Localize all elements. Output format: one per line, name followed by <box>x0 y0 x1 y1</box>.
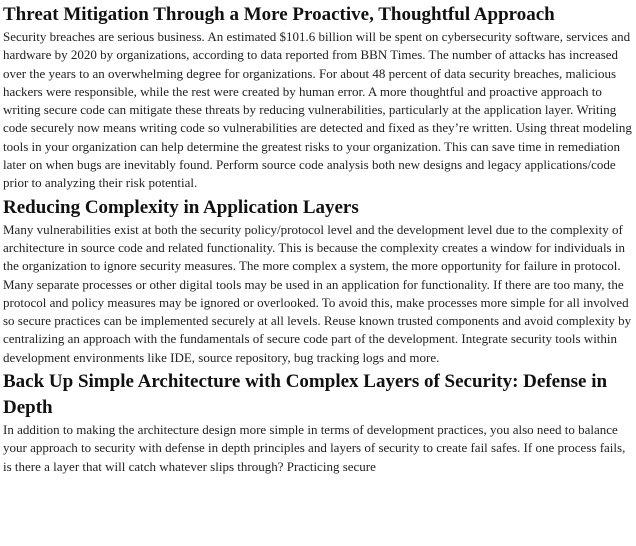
section-defense-in-depth <box>3 369 633 476</box>
article <box>3 0 633 478</box>
section-heading: Threat Mitigation Through a More Proactive, Thoughtful Approach <box>3 4 555 25</box>
section-heading: Reducing Complexity in Application Layers <box>3 196 359 218</box>
section-paragraph: Security breaches are serious business. An estimated $101.6 billion will be spent on cybersecurity software, services and hardware by 2020 by organizations, according to data reported from BBN Times. The number of attacks has increased over the years to an overwhelming degree for organizations. For about 48 percent of data security breaches, malicious hackers were responsible, while the rest were created by human error. A more thoughtful and proactive approach to writing secure code can mitigate these threats by reducing vulnerabilities, particularly at the application layer. Writing code securely now means writing code so vulnerabilities are detected and fixed as they’re written. Using threat modeling tools in your organization can help determine the greatest risks to your organization. This can save time in remediation later on when bugs are inevitably found. Perform source code analysis both new designs and legacy applications/code prior to analyzing their risk potential. <box>3 29 632 191</box>
section-heading: Back Up Simple Architecture with Complex Layers of Security: Defense in Depth <box>3 371 608 419</box>
section-paragraph: Many vulnerabilities exist at both the security policy/protocol level and the development level due to the complexity of architecture in source code and related functionality. This is because the complexity creates a window for individuals in the organization to ignore security measures. The more complex a system, the more opportunity for failure in protocol. Many separate processes or other digital tools may be used in an application for functionality. If there are too many, the protocol and policy measures may be ignored or overlooked. To avoid this, make processes more simple for all involved so secure practices can be implemented securely at all levels. Reuse known trusted components and avoid complexity by centralizing an approach with the fundamentals of secure code part of the development. Integrate security tools within development environments like IDE, source repository, bug tracking logs and more. <box>3 221 632 365</box>
section-reducing-complexity <box>3 195 633 367</box>
section-paragraph: In addition to making the architecture design more simple in terms of development practices, you also need to balance your approach to security with defense in depth principles and layers of security to create fail safes. If one process fails, is there a layer that will catch whatever slips through? Practicing secure <box>3 422 626 474</box>
section-threat-mitigation <box>3 2 633 193</box>
